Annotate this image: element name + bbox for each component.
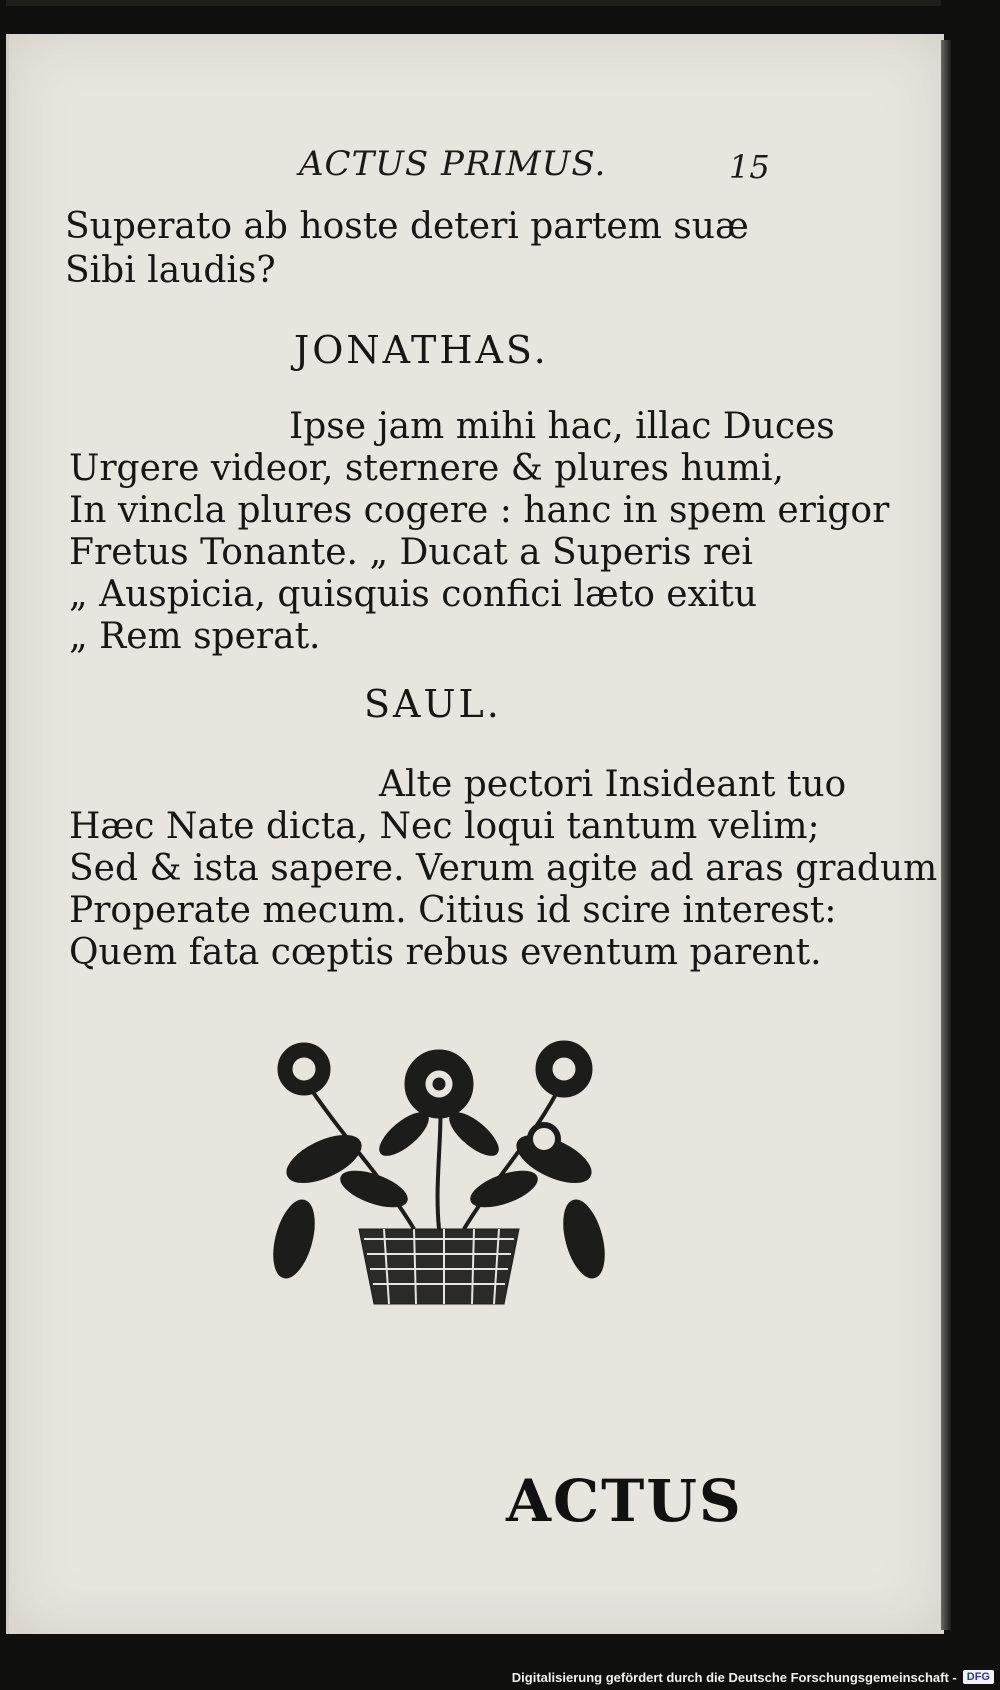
catchword: ACTUS xyxy=(506,1467,743,1535)
top-border xyxy=(6,0,941,6)
verse-line: Alte pectori Insideant tuo xyxy=(379,764,847,805)
verse-line: „ Rem sperat. xyxy=(69,616,321,657)
verse-line: Properate mecum. Citius id scire interest: xyxy=(69,890,837,931)
digitization-footer xyxy=(0,1664,994,1690)
speaker-saul: SAUL. xyxy=(364,682,502,726)
verse-line: Hæc Nate dicta, Nec loqui tantum velim; xyxy=(69,806,820,847)
verse-line: Fretus Tonante. „ Ducat a Superis rei xyxy=(69,532,753,573)
verse-line: Quem fata cœptis rebus eventum parent. xyxy=(69,932,822,973)
footer-text: Digitalisierung gefördert durch die Deutsche Forschungsgemeinschaft - xyxy=(511,1669,957,1685)
flower-basket-icon xyxy=(264,1039,614,1314)
verse-line: Ipse jam mihi hac, illac Duces xyxy=(289,406,835,447)
verse-line: Sibi laudis? xyxy=(65,250,276,291)
verse-line: „ Auspicia, quisquis confici læto exitu xyxy=(69,574,758,615)
page-header xyxy=(69,144,869,184)
verse-line: Superato ab hoste deteri partem suæ xyxy=(65,206,749,247)
page-edge xyxy=(941,40,951,1630)
verse-line: Sed & ista sapere. Verum agite ad aras gradum xyxy=(69,848,938,889)
running-head: ACTUS PRIMUS. xyxy=(299,144,607,184)
verse-line: Urgere videor, sternere & plures humi, xyxy=(69,448,784,489)
book-page xyxy=(6,34,944,1634)
page-number: 15 xyxy=(729,148,770,186)
dfg-logo-icon: DFG xyxy=(963,1670,994,1684)
speaker-jonathas: JONATHAS. xyxy=(294,328,549,372)
verse-line: In vincla plures cogere : hanc in spem erigor xyxy=(69,490,890,531)
